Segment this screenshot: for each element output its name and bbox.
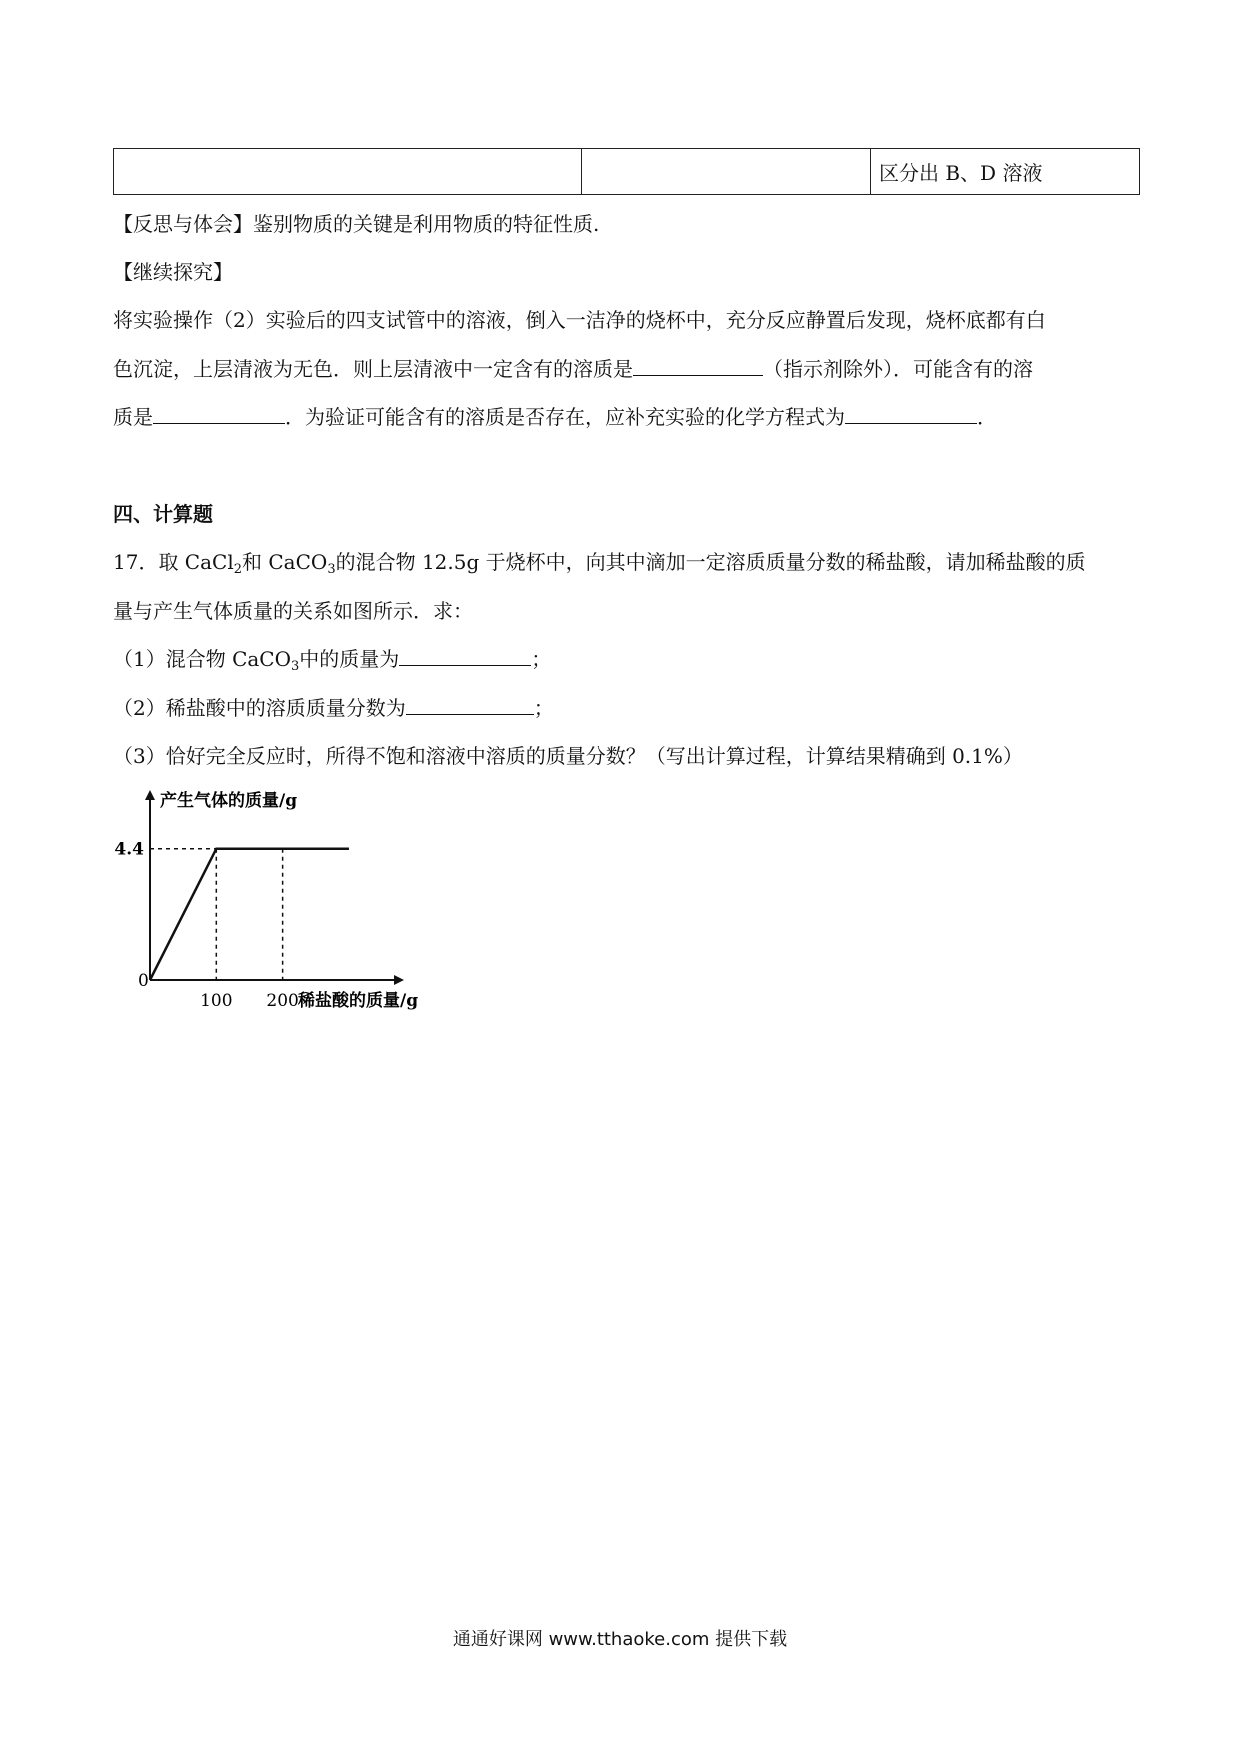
- section-heading: 四、计算题: [113, 502, 213, 526]
- table-cell-operation: [114, 149, 582, 195]
- x-tick-label-1: 200: [266, 991, 299, 1011]
- q17-s2-end: ；: [533, 696, 554, 720]
- answer-blank-caco3-mass[interactable]: [399, 647, 531, 666]
- continue-paragraph-line-2: [113, 355, 1133, 383]
- answer-blank-hcl-fraction[interactable]: [406, 696, 534, 715]
- origin-label: 0: [138, 971, 149, 991]
- reflection-text: 【反思与体会】鉴别物质的关键是利用物质的特征性质.: [113, 212, 600, 236]
- series-line-0: [150, 849, 349, 980]
- table-row: [114, 149, 1140, 195]
- q17-s2-text: （2）稀盐酸中的溶质质量分数为: [113, 696, 406, 720]
- y-axis-label: 产生气体的质量/g: [160, 791, 298, 811]
- continue-text-2a: 色沉淀，上层清液为无色．则上层清液中一定含有的溶质是: [113, 357, 633, 381]
- q17-text-c: 的混合物 12.5g 于烧杯中，向其中滴加一定溶质质量分数的稀盐酸，请加稀盐酸的质: [335, 550, 1086, 574]
- q17-text-a: 17．取 CaCl: [113, 550, 234, 574]
- question-17-sub-1: [113, 645, 1133, 681]
- continue-text-3a: 质是: [113, 405, 153, 429]
- x-tick-label-0: 100: [200, 991, 233, 1011]
- y-tick-label-0: 4.4: [114, 839, 144, 860]
- q17-text-b: 和 CaCO: [242, 550, 328, 574]
- continue-heading: 【继续探究】: [113, 260, 233, 284]
- q17-s1-text-a: （1）混合物 CaCO: [113, 647, 292, 671]
- gas-mass-chart: [110, 780, 450, 1015]
- continue-paragraph-line-1: 将实验操作（2）实验后的四支试管中的溶液，倒入一洁净的烧杯中，充分反应静置后发现，烧杯底都有白: [113, 308, 1046, 332]
- table-cell-phenomenon: [582, 149, 871, 195]
- question-17-sub-3: （3）恰好完全反应时，所得不饱和溶液中溶质的质量分数？（写出计算过程，计算结果精确到 0.1%）: [113, 744, 1023, 768]
- continue-text-3b: ．为验证可能含有的溶质是否存在，应补充实验的化学方程式为: [285, 405, 845, 429]
- q17-sub-2: 3: [327, 562, 336, 577]
- q17-s1-end: ；: [531, 647, 552, 671]
- page-footer: 通通好课网 www.tthaoke.com 提供下载: [452, 1629, 788, 1650]
- experiment-table-fragment: [113, 148, 1140, 195]
- continue-text-3c: ．: [977, 405, 997, 429]
- answer-blank-equation[interactable]: [845, 405, 977, 424]
- q17-s1-sub: 3: [291, 659, 300, 674]
- x-axis-label: 稀盐酸的质量/g: [298, 991, 419, 1011]
- question-17-line-1: [113, 548, 1133, 584]
- q17-sub-1: 2: [233, 562, 243, 577]
- answer-blank-solute[interactable]: [633, 357, 763, 376]
- question-17-line-2: 量与产生气体质量的关系如图所示．求：: [113, 599, 473, 623]
- continue-paragraph-line-3: [113, 403, 1133, 431]
- table-cell-conclusion: 区分出 B、D 溶液: [871, 149, 1140, 195]
- q17-s1-text-b: 中的质量为: [299, 647, 400, 671]
- continue-text-2b: （指示剂除外）．可能含有的溶: [763, 357, 1033, 381]
- answer-blank-possible-solute[interactable]: [153, 405, 285, 424]
- question-17-sub-2: [113, 694, 1133, 722]
